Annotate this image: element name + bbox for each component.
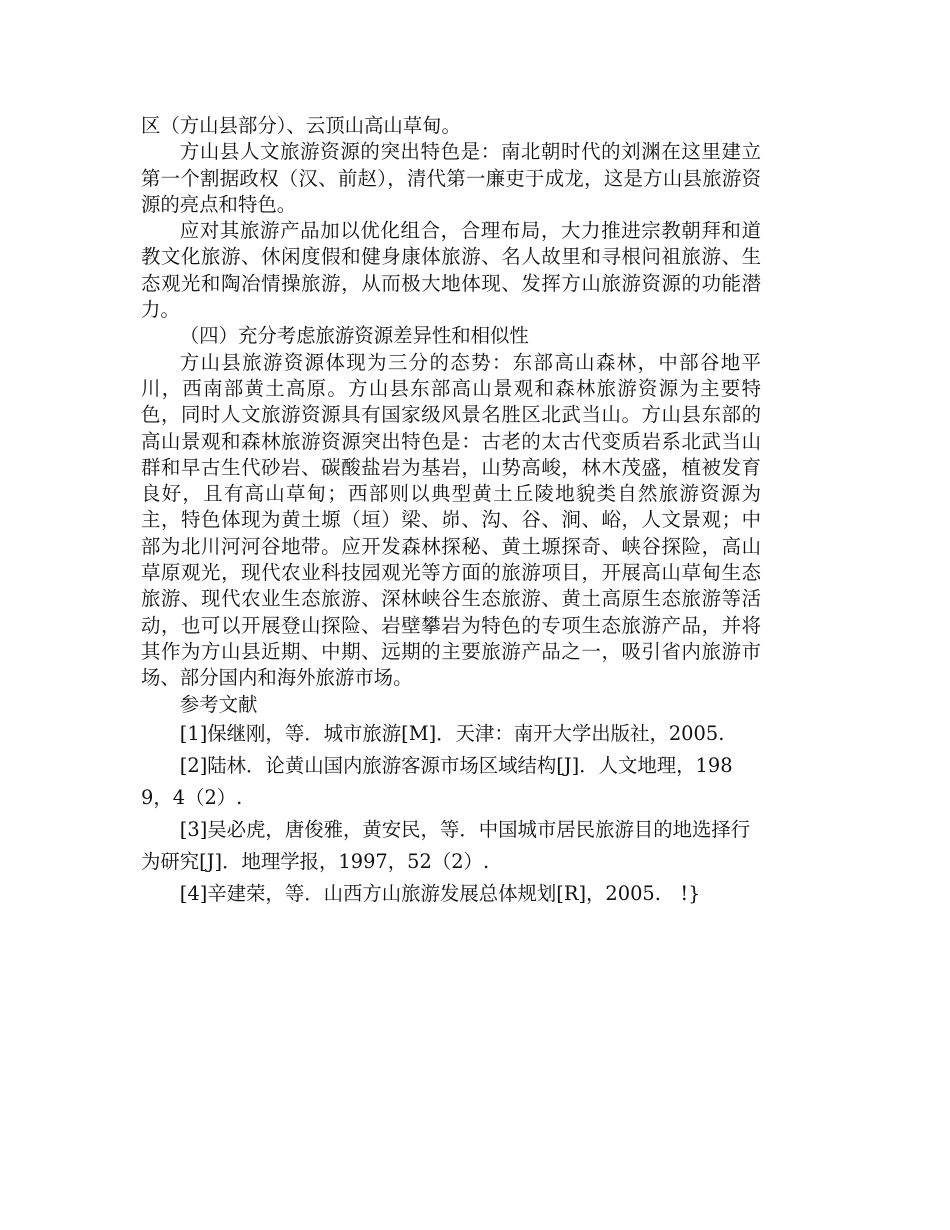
paragraph-cultural-resources: 方山县人文旅游资源的突出特色是：南北朝时代的刘渊在这里建立第一个割据政权（汉、前赵），清代第一廉吏于成龙，这是方山县旅游资源的亮点和特色。 <box>141 140 761 216</box>
reference-item: [2]陆林．论黄山国内旅游客源市场区域结构[J]．人文地理，1989，4（2）. <box>141 753 733 809</box>
paragraph-continuation: 区（方山县部分）、云顶山高山草甸。 <box>141 114 461 137</box>
body-text <box>141 113 761 718</box>
reference-item: [3]吴必虎，唐俊雅，黄安民，等．中国城市居民旅游目的地选择行为研究[J]．地理学报，1997，52（2）. <box>141 817 751 873</box>
paragraph-resource-distribution: 方山县旅游资源体现为三分的态势：东部高山森林，中部谷地平川，西南部黄土高原。方山县东部高山景观和森林旅游资源为主要特色，同时人文旅游资源具有国家级风景名胜区北武当山。方山县东部的高山景观和森林旅游资源突出特色是：古老的太古代变质岩系北武当山群和早古生代砂岩、碳酸盐岩为基岩，山势高峻，林木茂盛，植被发育良好，且有高山草甸；西部则以典型黄土丘陵地貌类自然旅游资源为主，特色体现为黄土塬（垣）梁、峁、沟、谷、涧、峪，人文景观；中部为北川河河谷地带。应开发森林探秘、黄土塬探奇、峡谷探险，高山草原观光，现代农业科技园观光等方面的旅游项目，开展高山草甸生态旅游、现代农业生态旅游、深林峡谷生态旅游、黄土高原生态旅游等活动，也可以开展登山探险、岩壁攀岩为特色的专项生态旅游产品，并将其作为方山县近期、中期、远期的主要旅游产品之一，吸引省内旅游市场、部分国内和海外旅游市场。 <box>141 350 761 690</box>
document-page <box>141 113 761 910</box>
reference-list <box>141 718 761 910</box>
paragraph-product-optimization: 应对其旅游产品加以优化组合，合理布局，大力推进宗教朝拜和道教文化旅游、休闲度假和健身康体旅游、名人故里和寻根问祖旅游、生态观光和陶冶情操旅游，从而极大地体现、发挥方山旅游资源的功能潜力。 <box>141 219 761 322</box>
reference-item: [1]保继刚，等．城市旅游[M]．天津：南开大学出版社，2005. <box>179 721 725 745</box>
reference-item: [4]辛建荣，等．山西方山旅游发展总体规划[R]，2005. !} <box>179 881 701 905</box>
references-heading: 参考文献 <box>179 692 258 716</box>
section-heading-4: （四）充分考虑旅游资源差异性和相似性 <box>179 324 529 348</box>
